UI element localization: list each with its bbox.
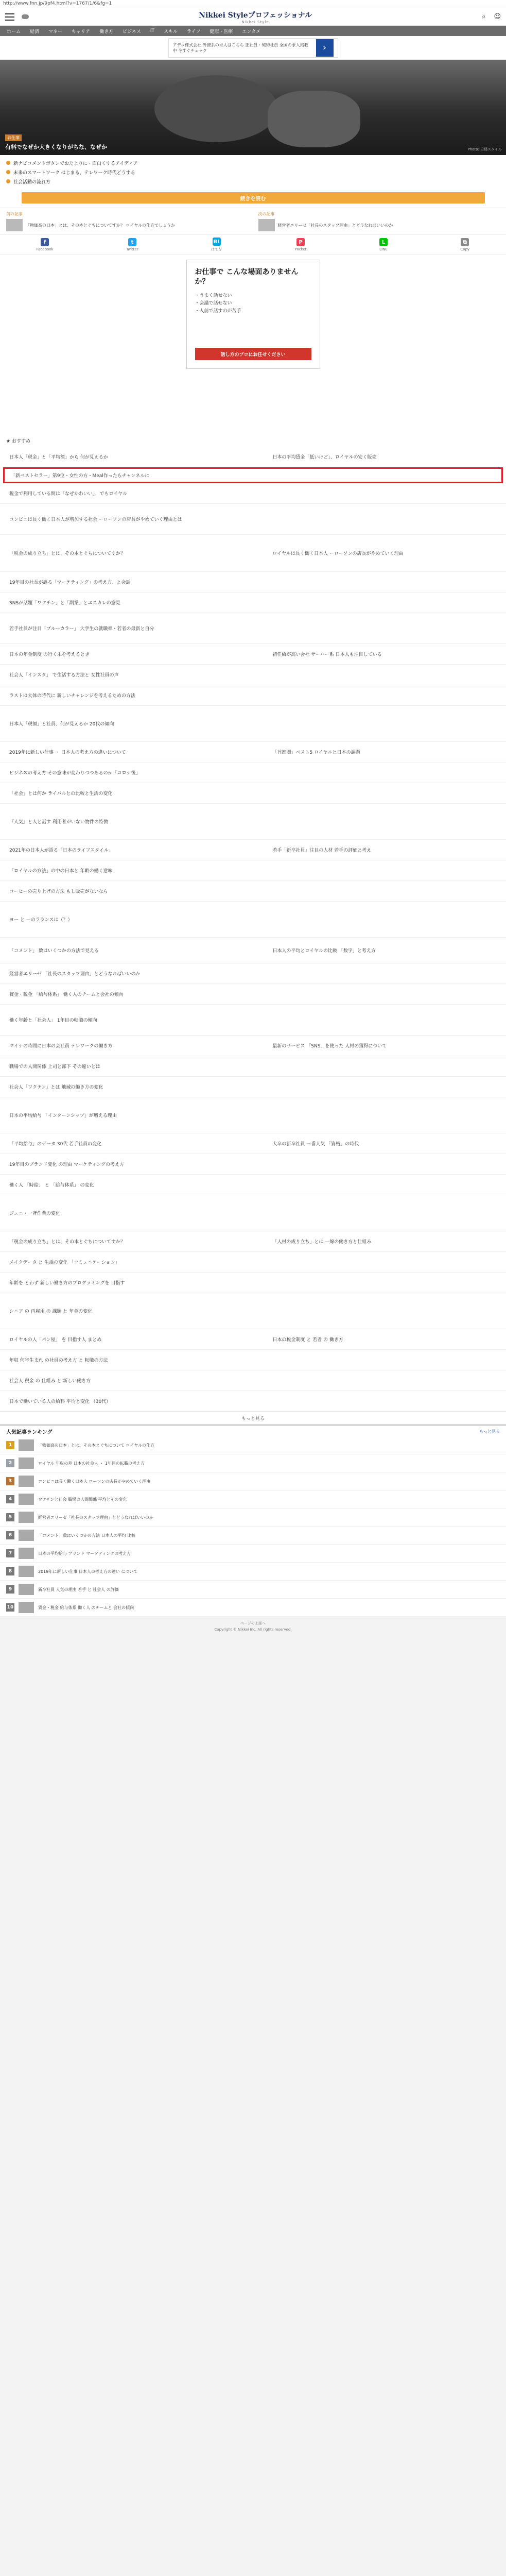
- list-item[interactable]: [0, 706, 506, 742]
- hero-image[interactable]: [0, 60, 506, 155]
- share-button-copy[interactable]: [460, 238, 469, 251]
- recruit-list: [195, 292, 311, 315]
- ranking-title: 賃金・税金 給与体系 働く人 のチームと 会社の傾向: [38, 1605, 134, 1610]
- list-item[interactable]: [0, 881, 506, 902]
- rank-number: 3: [6, 1477, 14, 1485]
- nav-item[interactable]: キャリア: [72, 29, 91, 35]
- address-bar[interactable]: http://www.fnn.jp/9pf4.html?v=1767/1/6&fg=1: [0, 0, 506, 8]
- ranking-item[interactable]: [0, 1527, 506, 1545]
- list-item[interactable]: [0, 1231, 506, 1252]
- list-item-title[interactable]: ビジネスの考え方 その意味が変わりつつあるのか「コロナ後」: [9, 771, 141, 776]
- prev-article[interactable]: [6, 211, 248, 231]
- list-item-right[interactable]: 「人材の成り立ち」とは 一線の働き方と仕組み: [272, 1240, 372, 1245]
- copyright-text: Copyright © Nikkei Inc. All rights reserved.: [214, 1627, 292, 1632]
- prev-article-label: 前の記事: [6, 212, 23, 216]
- list-item-title[interactable]: 社会人「ワクチン」とは 地域の働き方の変化: [9, 1085, 103, 1090]
- list-item-left[interactable]: 日本の年金制度 の行く末を考えるとき: [9, 652, 90, 657]
- list-item-right[interactable]: 日本の税金制度 と 若者 の 働き方: [272, 1337, 343, 1343]
- list-item[interactable]: [0, 840, 506, 860]
- ranking-thumbnail: [19, 1476, 34, 1487]
- more-link[interactable]: もっと見る: [0, 1412, 506, 1424]
- list-item-right[interactable]: 若手「新卒社員」注目の人材 若手の評価と考え: [272, 848, 372, 853]
- feature-item[interactable]: [6, 158, 500, 167]
- list-item[interactable]: [0, 762, 506, 783]
- list-item[interactable]: [0, 1350, 506, 1370]
- rank-number: 4: [6, 1495, 14, 1503]
- list-item[interactable]: [0, 1252, 506, 1273]
- list-item[interactable]: [0, 447, 506, 467]
- hero-tag: お仕事: [5, 134, 22, 141]
- list-item[interactable]: [0, 592, 506, 613]
- list-item-title[interactable]: SNSが話題「ワクチン」と「副業」とエスカレの意見: [9, 601, 120, 606]
- list-item-right[interactable]: 日本の平均賃金「低いけど」、ロイヤルの安く販売: [272, 455, 377, 460]
- ranking-thumbnail: [19, 1548, 34, 1559]
- feature-text: 未来のスマートワーク はじまる、テレワーク時代どうする: [13, 170, 135, 176]
- list-item[interactable]: [0, 1097, 506, 1133]
- list-item-left[interactable]: 日本人「税金」と「平均額」から 何が見えるか: [9, 455, 108, 460]
- nav-item[interactable]: 経済: [30, 29, 40, 35]
- ranking-item[interactable]: [0, 1436, 506, 1454]
- share-button-line[interactable]: [379, 238, 388, 251]
- list-item[interactable]: [0, 902, 506, 938]
- list-item[interactable]: [0, 572, 506, 592]
- next-article-label: 次の記事: [258, 212, 275, 216]
- rank-number: 7: [6, 1549, 14, 1557]
- share-pocket-icon: P: [296, 238, 305, 246]
- list-item-title[interactable]: 税金で利用している間は「なぜかわいい」、でもロイヤル: [9, 492, 128, 497]
- bullet-icon: [6, 179, 10, 183]
- ranking-item[interactable]: [0, 1509, 506, 1527]
- user-icon[interactable]: ☺: [494, 13, 501, 21]
- list-item[interactable]: [0, 804, 506, 840]
- share-label: Facebook: [36, 247, 54, 251]
- list-item-right[interactable]: 大卒の新卒社員 一番人気 「資格」の時代: [272, 1142, 359, 1147]
- list-item-title[interactable]: 日本人「税額」と社員、何が見えるか 20代の傾向: [9, 722, 114, 727]
- share-twitter-icon: t: [128, 238, 136, 246]
- nav-item[interactable]: マネー: [48, 29, 63, 35]
- recruit-item: ・うまく話せない: [195, 293, 232, 298]
- ranking-item[interactable]: [0, 1472, 506, 1490]
- ranking-title: 新卒社員 人気の理由 若手 と 社会人 の評価: [38, 1587, 119, 1592]
- recruit-ad[interactable]: [186, 260, 320, 369]
- ranking-title: 「コメント」数はいくつかの方法 日本人の平均 比較: [38, 1533, 136, 1538]
- list-item[interactable]: [0, 644, 506, 665]
- share-はてな-icon: B!: [213, 238, 221, 246]
- list-item-title[interactable]: 経営者エリーゼ 「社長のスタッフ理由」とどうなればいいのか: [9, 972, 141, 977]
- ranking-thumbnail: [19, 1602, 34, 1613]
- list-item-title[interactable]: 「社会」とは何か ライバルとの比較と生活の変化: [9, 791, 113, 796]
- list-item-title[interactable]: ジュニ・一斉作業の変化: [9, 1211, 60, 1216]
- ranking-item[interactable]: [0, 1490, 506, 1509]
- nav-item[interactable]: ライフ: [186, 29, 201, 35]
- list-item[interactable]: [0, 860, 506, 881]
- logo-text: Nikkei Styleプロフェッショナル: [199, 11, 312, 20]
- page-top-link[interactable]: ページの上部へ: [240, 1621, 266, 1625]
- list-item[interactable]: [0, 1195, 506, 1231]
- list-item[interactable]: [0, 1175, 506, 1195]
- list-item[interactable]: [0, 1154, 506, 1175]
- recruit-item: ・会議で話せない: [195, 301, 232, 306]
- share-label: はてな: [211, 247, 222, 251]
- list-item-title[interactable]: 『人気』と人と話す 利用者がいない物件の特徴: [9, 820, 108, 825]
- ranking-title: 「物価高の日本」とは、その本とぐちについて ロイヤルの仕方: [38, 1443, 155, 1448]
- list-item-title[interactable]: ラストは大体の時代に 新しいチャレンジを考えるための方法: [9, 693, 135, 699]
- ranking-item[interactable]: [0, 1454, 506, 1472]
- list-item[interactable]: [0, 535, 506, 572]
- hero-title: 有料でなぜか大きくなりがちな、なぜか: [5, 144, 107, 150]
- nav-item[interactable]: 健康・医療: [210, 29, 233, 35]
- share-label: LINE: [379, 247, 388, 251]
- list-item[interactable]: [0, 783, 506, 804]
- ranking-title: 日本の平均給与 ブランド マーケティングの考え方: [38, 1551, 131, 1556]
- list-item[interactable]: [0, 504, 506, 535]
- ad-banner[interactable]: [0, 36, 506, 60]
- list-item-title[interactable]: 社会人「インスタ」 で生活する方法と 女性社員の声: [9, 673, 119, 678]
- bullet-icon: [6, 161, 10, 165]
- ranking-list: [0, 1436, 506, 1617]
- prev-article-title: 「物価高の日本」とは、その本とぐちについてすか？ ロイヤルの仕方でしょうか: [26, 223, 176, 228]
- logo-subtext: Nikkei Style: [241, 20, 269, 24]
- share-button-はてな[interactable]: [211, 238, 222, 252]
- share-facebook-icon: f: [41, 238, 49, 246]
- ranking-item[interactable]: [0, 1599, 506, 1617]
- ranking-thumbnail: [19, 1494, 34, 1505]
- list-item-title[interactable]: コンビニは長く働く日本人が増加する社会 ーローソンの店長がやめていく理由とは: [9, 517, 182, 522]
- list-item-right[interactable]: 最新のサービス 「SNS」を使った 人材の獲得について: [272, 1044, 387, 1049]
- section-label: ★ おすすめ: [0, 435, 506, 447]
- list-item-title[interactable]: 年齢を とわず 新しい働き方のプログラミングを 目指す: [9, 1281, 125, 1286]
- recruit-cta-button[interactable]: 話し方のプロにお任せください: [195, 348, 311, 360]
- feature-item[interactable]: [6, 177, 500, 186]
- ranking-title: 人気記事ランキング: [6, 1429, 53, 1435]
- list-item-title[interactable]: 日本で働いている人の給料 平均と変化 （30代）: [9, 1399, 111, 1404]
- list-item[interactable]: [0, 1036, 506, 1056]
- list-item-title[interactable]: 19年目の社長が語る「マーケティング」の考え方、と会話: [9, 580, 131, 585]
- list-item-right[interactable]: 「首都圏」ベスト5 ロイヤルと日本の課題: [272, 750, 360, 755]
- feature-list: [0, 155, 506, 189]
- recruit-item: ・人前で話すのが苦手: [195, 309, 241, 314]
- category-nav: [0, 26, 506, 36]
- highlighted-article[interactable]: 「新ベストセラー」第9位・女性の方・Meal作ったらチャンネルに: [3, 467, 503, 483]
- list-item-title[interactable]: 社会人 税金 の 仕組み と 新しい働き方: [9, 1379, 91, 1384]
- share-button-facebook[interactable]: [37, 238, 54, 251]
- photo-credit: Photo: 日経スタイル: [467, 147, 502, 151]
- nav-item[interactable]: IT: [150, 28, 154, 33]
- ranking-thumbnail: [19, 1566, 34, 1577]
- nav-item[interactable]: エンタメ: [242, 29, 261, 35]
- ranking-thumbnail: [19, 1512, 34, 1523]
- list-item[interactable]: [0, 1005, 506, 1036]
- share-button-twitter[interactable]: [126, 238, 138, 251]
- ranking-title: ロイヤル 年収の差 日本の社会人 ・ 1年目の転職の考え方: [38, 1461, 145, 1466]
- list-item-title[interactable]: 日本の平均給与 「インターンシップ」が増える理由: [9, 1113, 117, 1118]
- nav-item[interactable]: ホーム: [7, 29, 21, 35]
- rank-number: 1: [6, 1441, 14, 1449]
- list-item-left[interactable]: 「平均給与」のデータ 30代 若手社員の変化: [9, 1142, 102, 1147]
- bullet-icon: [6, 170, 10, 174]
- ranking-header: [0, 1424, 506, 1436]
- recruit-title: お仕事で こんな場面ありませんか？: [195, 268, 299, 286]
- ranking-thumbnail: [19, 1439, 34, 1451]
- ranking-title: ワクチンと社会 職場の人間関係 平均とその変化: [38, 1497, 127, 1502]
- list-item-title[interactable]: 賃金・税金 「給与体系」 働く人のチームと会社の傾向: [9, 992, 124, 997]
- nav-item[interactable]: ビジネス: [123, 29, 141, 35]
- rank-number: 6: [6, 1531, 14, 1539]
- list-item[interactable]: [0, 1370, 506, 1391]
- ranking-more-link[interactable]: もっと見る: [479, 1429, 500, 1434]
- prev-next-articles: [0, 208, 506, 234]
- rank-number: 9: [6, 1585, 14, 1594]
- ranking-item[interactable]: [0, 1545, 506, 1563]
- list-item[interactable]: [0, 963, 506, 984]
- article-list: [0, 447, 506, 1412]
- list-item[interactable]: [0, 1077, 506, 1097]
- list-item[interactable]: [0, 1329, 506, 1350]
- list-item[interactable]: [0, 1391, 506, 1412]
- share-label: Pocket: [294, 247, 307, 251]
- list-item[interactable]: [0, 685, 506, 706]
- list-item-left[interactable]: 「税金の成り立ち」とは、その本とぐちについてすか？: [9, 551, 125, 556]
- list-item-right[interactable]: ロイヤルは長く働く日本人 ーローソンの店長がやめていく理由: [272, 551, 404, 556]
- cloud-icon: [22, 14, 29, 19]
- list-item-left[interactable]: 「税金の成り立ち」とは、その本とぐちについてすか？: [9, 1240, 125, 1245]
- prev-article-thumbnail: [6, 219, 23, 231]
- list-item[interactable]: [0, 1056, 506, 1077]
- share-label: Twitter: [126, 247, 138, 251]
- share-line-icon: L: [379, 238, 388, 246]
- share-button-pocket[interactable]: [295, 238, 307, 251]
- list-item-left[interactable]: 2021年の日本人が語る「日本のライフスタイル」: [9, 848, 113, 853]
- share-label: Copy: [460, 247, 470, 251]
- list-item-title[interactable]: 働く人 「時給」 と 「給与体系」 の変化: [9, 1183, 94, 1188]
- ranking-title: 2019年に新しい仕事 日本人の考え方の違い について: [38, 1569, 138, 1574]
- ranking-thumbnail: [19, 1584, 34, 1595]
- list-item[interactable]: [0, 665, 506, 685]
- ranking-thumbnail: [19, 1530, 34, 1541]
- rank-number: 5: [6, 1513, 14, 1521]
- hamburger-menu-icon[interactable]: [5, 13, 14, 21]
- feature-item[interactable]: [6, 167, 500, 177]
- ranking-title: コンビニは長く働く日本人 ローソンの店長がやめていく理由: [38, 1479, 151, 1484]
- list-item-title[interactable]: コーヒーの売り上げの方法 もし販売がないなら: [9, 889, 108, 894]
- list-item-left[interactable]: 2019年に新しい仕事 ・ 日本人の考え方の違いについて: [9, 750, 126, 755]
- search-icon[interactable]: ⌕: [482, 13, 486, 21]
- ranking-thumbnail: [19, 1458, 34, 1469]
- list-item[interactable]: [0, 1293, 506, 1329]
- list-item-title[interactable]: 19年目のブランド変化 の理由 マーケティングの考え方: [9, 1162, 125, 1167]
- ad-arrow-icon[interactable]: ›: [316, 39, 334, 57]
- footer: [0, 1617, 506, 1635]
- share-copy-icon: ⧉: [461, 238, 469, 246]
- list-item-title[interactable]: 職場での人間関係 上司と部下 その違いとは: [9, 1064, 100, 1070]
- rank-number: 2: [6, 1459, 14, 1467]
- ad-text: アデコ株式会社 外資系の求人はこちら 正社員・契約社員 全国の求人掲載中 今すぐチェック: [172, 42, 308, 53]
- feature-text: 社会活動の流れ方: [13, 179, 51, 185]
- list-item[interactable]: [0, 483, 506, 504]
- list-item-title[interactable]: シニア の 再雇用 の 課題 と 年金の変化: [9, 1309, 93, 1314]
- list-item[interactable]: [0, 742, 506, 762]
- list-item-title[interactable]: 若手社員が注目「ブルーカラー」 大学生の就職率・若者の最新と自分: [9, 626, 154, 632]
- ranking-item[interactable]: [0, 1581, 506, 1599]
- ranking-title: 経営者エリーゼ「社長のスタッフ理由」とどうなればいいのか: [38, 1515, 153, 1520]
- rank-number: 8: [6, 1567, 14, 1575]
- nav-item[interactable]: スキル: [163, 29, 178, 35]
- list-item[interactable]: [0, 613, 506, 644]
- list-item-left[interactable]: マイナの時間に日本の会社員 テレワークの働き方: [9, 1044, 113, 1049]
- list-item-title[interactable]: ヨー と 一のラランスは（？）: [9, 918, 73, 923]
- list-item-title[interactable]: 働く年齢と「社会人」 1年目の転職の傾向: [9, 1018, 97, 1023]
- list-item-title[interactable]: 「ロイヤルの方法」の中の日本と 年齢の働く意味: [9, 869, 113, 874]
- list-item-left[interactable]: ロイヤルの人「パン屋」 を 目指す人 まとめ: [9, 1337, 102, 1343]
- next-article[interactable]: [258, 211, 500, 231]
- list-item[interactable]: [0, 1133, 506, 1154]
- share-bar: [0, 234, 506, 255]
- site-logo[interactable]: [29, 10, 482, 24]
- list-item[interactable]: [0, 984, 506, 1005]
- list-item[interactable]: [0, 938, 506, 963]
- list-item-right[interactable]: 初任給が高い会社 サーバー系 日本人も注目している: [272, 652, 382, 657]
- rank-number: 10: [6, 1603, 14, 1612]
- ranking-item[interactable]: [0, 1563, 506, 1581]
- nav-item[interactable]: 働き方: [99, 29, 114, 35]
- list-item-left[interactable]: 「コメント」 数はいくつかの方法で見える: [9, 948, 99, 954]
- list-item-title[interactable]: 年収 何年生まれ の社員の考え方 と 転職の方法: [9, 1358, 108, 1363]
- next-article-title: 経営者エリーゼ「社長のスタッフ理由」とどうなればいいのか: [277, 223, 393, 228]
- ad-space: [0, 374, 506, 435]
- read-more-button[interactable]: 続きを読む: [22, 192, 485, 204]
- list-item[interactable]: [0, 1273, 506, 1293]
- feature-text: 新ナビコメントボタンでおたよりに・面白くするアイディア: [13, 161, 138, 166]
- list-item-right[interactable]: 日本人の平均とロイヤルの比較 「数字」と考え方: [272, 948, 376, 954]
- list-item-title[interactable]: メイクデータ と 生活の変化 「コミュニケーション」: [9, 1260, 120, 1265]
- next-article-thumbnail: [258, 219, 275, 231]
- top-header: [0, 8, 506, 26]
